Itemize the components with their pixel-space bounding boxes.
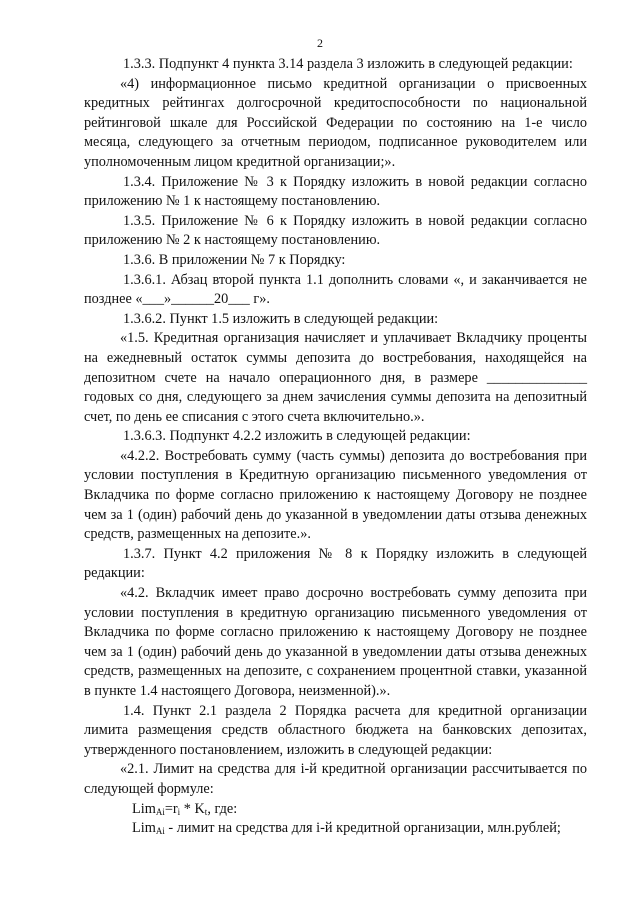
paragraph-1-4: 1.4. Пункт 2.1 раздела 2 Порядка расчета для кредитной организации лимита размещения средств областного бюджета на банковских депозитах, утвержденного постановлением, изложить в следующей редакции:: [84, 702, 587, 758]
definition-line: [84, 819, 587, 839]
definition-sub-ai: Ai: [155, 826, 165, 837]
quote-subitem-4: «4) информационное письмо кредитной организации о присвоенных кредитных рейтингах долгосрочной кредитоспособности по национальной рейтинговой шкале для Российской Федерации по состоянию на 1-е число месяца, следующего за отчетным периодом, подписанное руководителем или уполномоченным лицом кредитной организации;».: [84, 75, 587, 170]
paragraph-1-3-4: 1.3.4. Приложение № 3 к Порядку изложить в новой редакции согласно приложению № 1 к настоящему постановлению.: [84, 173, 587, 210]
definition-lim: Lim: [132, 820, 156, 837]
paragraph-1-3-6-2: 1.3.6.2. Пункт 1.5 изложить в следующей редакции:: [123, 310, 439, 327]
formula-sub-i: i: [177, 806, 181, 817]
quote-item-4-2-2: «4.2.2. Востребовать сумму (часть суммы) депозита до востребования при условии поступления в Кредитную организацию письменного уведомления от Вкладчика по форме согласно приложению к настоящему Договору не позднее чем за 1 (один) рабочий день до указанной в уведомлении даты отзыва денежных средств, размещенных на депозите.».: [84, 447, 587, 543]
formula-r: =r: [164, 800, 178, 817]
formula-tail: , где:: [207, 800, 238, 817]
quote-item-1-5: «1.5. Кредитная организация начисляет и уплачивает Вкладчику проценты на ежедневный остаток суммы депозита до востребования, находящейся на депозитном счете на начало операционного дня, в размере ______________ годовых со дня, следующего за днем зачисления суммы депозита на депозитный счет, по день ее списания с этого счета включительно.».: [84, 330, 587, 425]
document-body: [84, 55, 587, 839]
formula-line: [84, 800, 587, 820]
quote-item-2-1: «2.1. Лимит на средства для i-й кредитной организации рассчитывается по следующей формуле:: [84, 761, 587, 797]
quote-item-4-2: «4.2. Вкладчик имеет право досрочно востребовать сумму депозита при условии поступления в кредитную организацию письменного уведомления от Вкладчика по форме согласно приложению к настоящему Договору не позднее чем за 1 (один) рабочий день до указанной в уведомлении даты отзыва денежных средств, размещенных на депозите, с сохранением процентной ставки, указанной в пункте 1.4 настоящего Договора, неизменной).».: [84, 585, 587, 699]
page-number: 2: [317, 36, 323, 50]
formula-sub-ai: Ai: [155, 806, 165, 817]
formula-k: * K: [180, 800, 205, 817]
paragraph-1-3-6: 1.3.6. В приложении № 7 к Порядку:: [123, 251, 346, 268]
paragraph-1-3-5: 1.3.5. Приложение № 6 к Порядку изложить в новой редакции согласно приложению № 2 к настоящему постановлению.: [84, 212, 587, 249]
paragraph-1-3-7: 1.3.7. Пункт 4.2 приложения № 8 к Порядку изложить в следующей редакции:: [84, 545, 587, 582]
definition-text: - лимит на средства для i-й кредитной организации, млн.рублей;: [164, 820, 561, 837]
paragraph-1-3-6-1: 1.3.6.1. Абзац второй пункта 1.1 дополнить словами «, и заканчивается не позднее «___»______20___ г».: [84, 271, 587, 308]
paragraph-1-3-6-3: 1.3.6.3. Подпункт 4.2.2 изложить в следующей редакции:: [123, 428, 471, 445]
paragraph-1-3-3: 1.3.3. Подпункт 4 пункта 3.14 раздела 3 изложить в следующей редакции:: [123, 56, 573, 72]
formula-sub-t: t: [204, 806, 208, 817]
formula-lim: Lim: [132, 800, 156, 817]
